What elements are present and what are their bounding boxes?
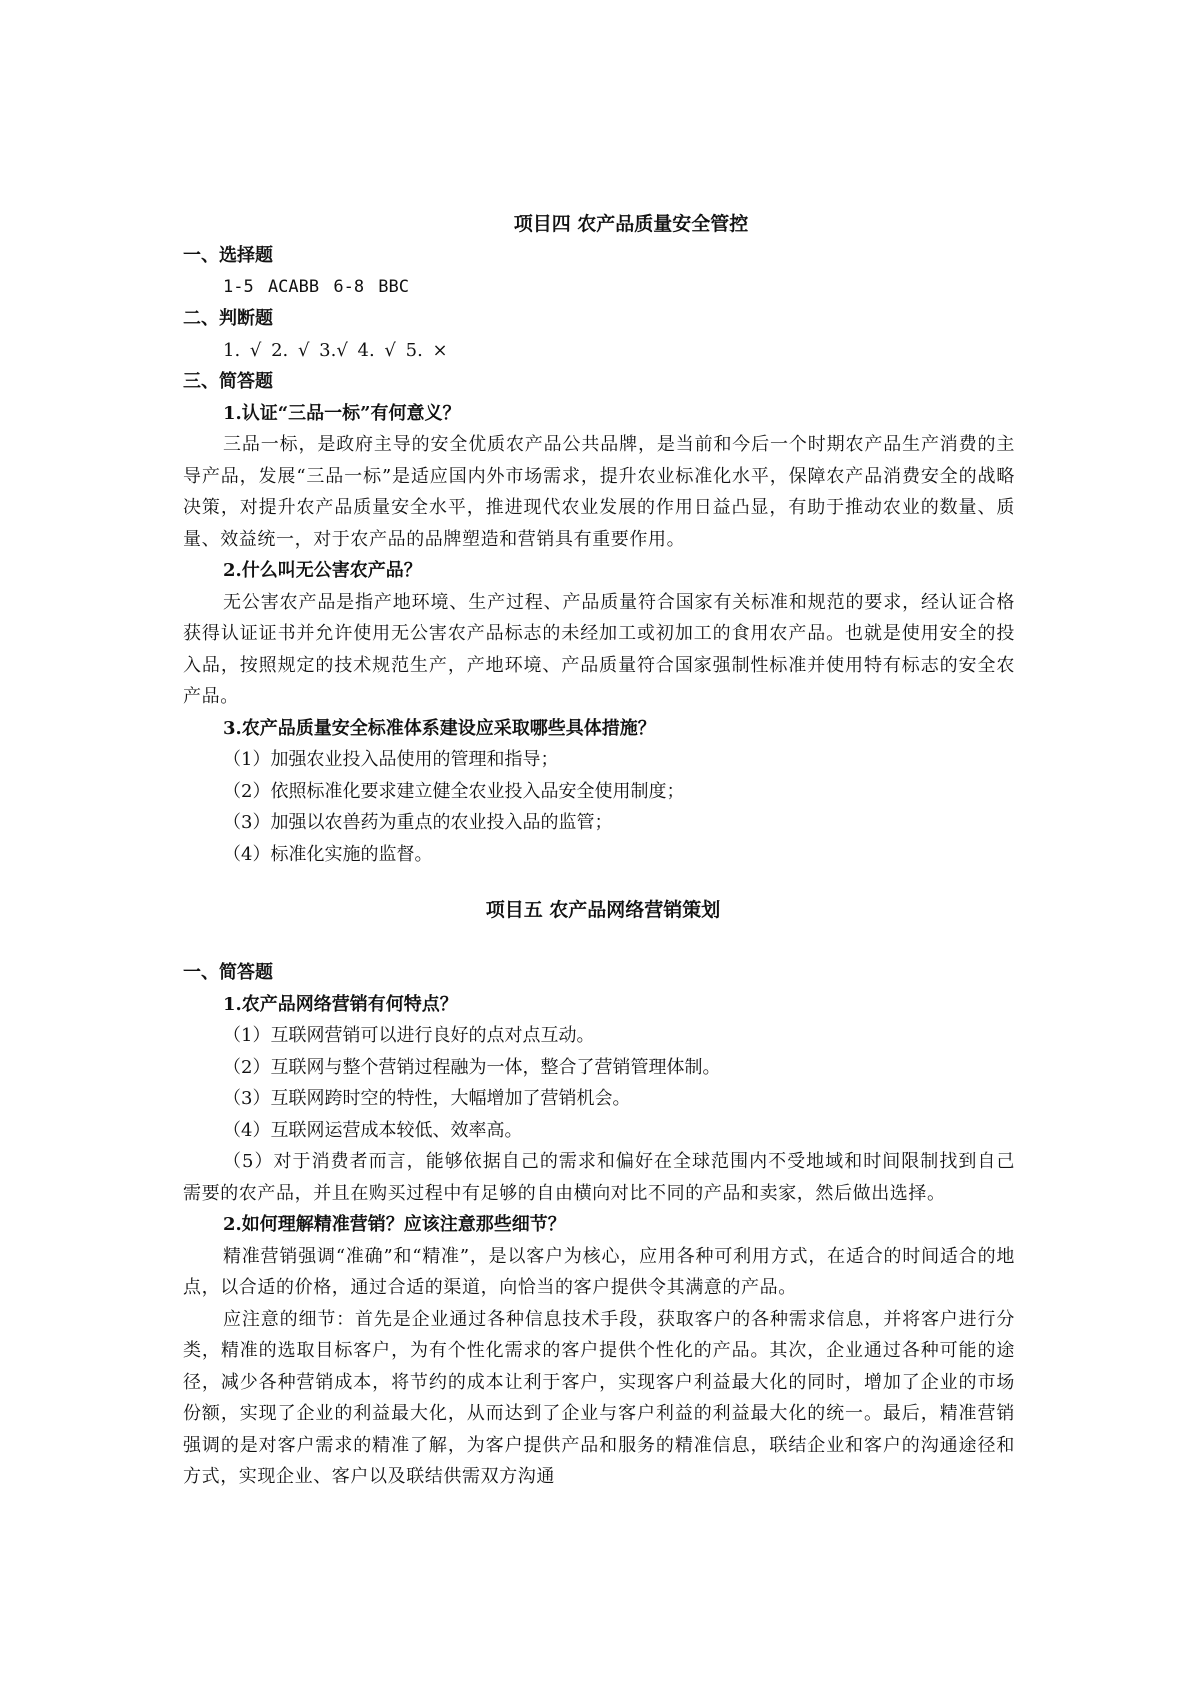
list-item: （2）依照标准化要求建立健全农业投入品安全使用制度； bbox=[223, 780, 685, 802]
project4-title: 项目四 农产品质量安全管控 bbox=[513, 213, 749, 235]
project4-question-1: 1.认证“三品一标”有何意义？ bbox=[223, 402, 461, 424]
list-item: （4）标准化实施的监督。 bbox=[223, 843, 433, 865]
project4-section-choice: 一、选择题 bbox=[183, 245, 273, 266]
document-page bbox=[183, 208, 1015, 1493]
project5-section-short: 一、简答题 bbox=[183, 962, 273, 983]
project4-section-short: 三、简答题 bbox=[183, 371, 273, 392]
list-item: （1）加强农业投入品使用的管理和指导； bbox=[223, 749, 559, 770]
list-item: （2）互联网与整个营销过程融为一体，整合了营销管理体制。 bbox=[223, 1056, 721, 1078]
project5-title: 项目五 农产品网络营销策划 bbox=[485, 899, 721, 921]
project4-answer-1: 三品一标，是政府主导的安全优质农产品公共品牌，是当前和今后一个时期农产品生产消费的主导产品，发展“三品一标”是适应国内外市场需求，提升农业标准化水平，保障农产品消费安全的战略决策，对提升农产品质量安全水平，推进现代农业发展的作用日益凸显，有助于推动农业的数量、质量、效益统一，对于农产品的品牌塑造和营销具有重要作用。 bbox=[183, 434, 1015, 550]
project4-question-2: 2.什么叫无公害农产品？ bbox=[223, 560, 422, 581]
project5-answer-2-para-2: 应注意的细节：首先是企业通过各种信息技术手段，获取客户的各种需求信息，并将客户进行分类，精准的选取目标客户，为有个性化需求的客户提供个性化的产品。其次，企业通过各种可能的途径，减少各种营销成本，将节约的成本让利于客户，实现客户利益最大化的同时，增加了企业的市场份额，实现了企业的利益最大化，从而达到了企业与客户利益的利益最大化的统一。最后，精准营销强调的是对客户需求的精准了解，为客户提供产品和服务的精准信息，联结企业和客户的沟通途径和方式，实现企业、客户以及联结供需双方沟通 bbox=[183, 1308, 1015, 1487]
project5-question-1: 1.农产品网络营销有何特点？ bbox=[223, 993, 458, 1015]
list-item: （4）互联网运营成本较低、效率高。 bbox=[223, 1119, 523, 1141]
project4-choice-answers: 1-5 ACABB 6-8 BBC bbox=[223, 276, 409, 297]
list-item: （3）加强以农兽药为重点的农业投入品的监管； bbox=[223, 812, 613, 833]
project4-section-judge: 二、判断题 bbox=[183, 308, 273, 329]
project5-answer-2-para-1: 精准营销强调“准确”和“精准”，是以客户为核心，应用各种可利用方式，在适合的时间适合的地点，以合适的价格，通过合适的渠道，向恰当的客户提供令其满意的产品。 bbox=[183, 1245, 1015, 1298]
list-item: （3）互联网跨时空的特性，大幅增加了营销机会。 bbox=[223, 1088, 631, 1109]
project4-judge-answers: 1. √ 2. √ 3.√ 4. √ 5. × bbox=[223, 339, 448, 361]
list-item: （5）对于消费者而言，能够依据自己的需求和偏好在全球范围内不受地域和时间限制找到自己需要的农产品，并且在购买过程中有足够的自由横向对比不同的产品和卖家，然后做出选择。 bbox=[183, 1151, 1015, 1204]
list-item: （1）互联网营销可以进行良好的点对点互动。 bbox=[223, 1025, 595, 1046]
project4-answer-2: 无公害农产品是指产地环境、生产过程、产品质量符合国家有关标准和规范的要求，经认证合格获得认证证书并允许使用无公害农产品标志的未经加工或初加工的食用农产品。也就是使用安全的投入品，按照规定的技术规范生产，产地环境、产品质量符合国家强制性标准并使用特有标志的安全农产品。 bbox=[183, 591, 1015, 707]
project5-question-2: 2.如何理解精准营销？应该注意那些细节？ bbox=[223, 1214, 566, 1235]
project4-question-3: 3.农产品质量安全标准体系建设应采取哪些具体措施？ bbox=[223, 717, 656, 739]
